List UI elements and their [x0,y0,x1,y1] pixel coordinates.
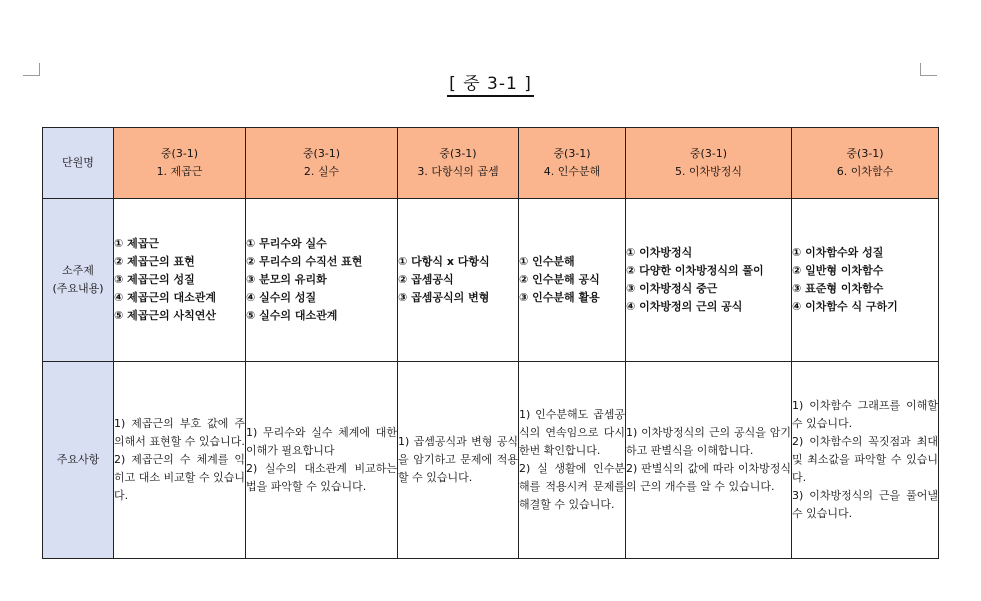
document-title-text: [ 중 3-1 ] [447,74,534,97]
note-item: 1) 제곱근의 부호 값에 주의해서 표현할 수 있습니다. [114,417,245,448]
unit-header-cell [626,128,792,199]
unit-header-cell [792,128,939,199]
note-cell [626,362,792,559]
topic-item: ① 이차방정식 [626,246,693,259]
unit-grade: 중(3-1) [553,147,591,160]
note-item: 2) 실수의 대소관계 비교하는 법을 파악할 수 있습니다. [246,462,397,493]
topic-item: ③ 곱셈공식의 변형 [398,291,490,304]
topic-item: ③ 제곱근의 성질 [114,273,195,286]
unit-header-cell [519,128,626,199]
note-item: 1) 이차방정식의 근의 공식을 암기하고 판별식을 이해합니다. [626,426,791,457]
topic-item: ② 인수분해 공식 [519,273,600,286]
unit-name: 2. 실수 [303,165,340,178]
unit-header-cell [398,128,519,199]
unit-name: 4. 인수분해 [543,165,601,178]
topic-item: ④ 이차함수 식 구하기 [792,300,898,313]
unit-grade: 중(3-1) [439,147,477,160]
note-item: 1) 인수분해도 곱셈공식의 연속임으로 다시 한번 확인합니다. [519,408,625,457]
row-label-topics [43,199,114,362]
note-item: 3) 이차방정식의 근을 풀어낼 수 있습니다. [792,489,938,520]
topic-item: ⑤ 실수의 대소관계 [246,309,338,322]
notes-row [43,362,939,559]
note-item: 1) 곱셈공식과 변형 공식을 암기하고 문제에 적용할 수 있습니다. [398,435,518,484]
topic-item: ⑤ 제곱근의 사칙연산 [114,309,216,322]
topic-cell [114,199,246,362]
unit-grade: 중(3-1) [689,147,728,160]
topic-item: ③ 이차방정식 중근 [626,282,718,295]
note-cell [519,362,626,559]
topic-cell [519,199,626,362]
row-label-unit [43,128,114,199]
topic-item: ③ 인수분해 활용 [519,291,600,304]
row-label-notes [43,362,114,559]
topic-item: ③ 표준형 이차함수 [792,282,884,295]
note-cell [246,362,398,559]
unit-name: 5. 이차방정식 [674,165,743,178]
topic-item: ② 일반형 이차함수 [792,264,884,277]
topic-item: ② 무리수의 수직선 표현 [246,255,363,268]
topic-item: ③ 분모의 유리화 [246,273,327,286]
topic-item: ① 다항식 x 다항식 [398,255,490,268]
row-label-topics-text: 소주제 [62,264,94,277]
row-label-notes-text: 주요사항 [56,453,100,466]
note-item: 2) 제곱근의 수 체계를 익히고 대소 비교할 수 있습니다. [114,453,245,502]
topic-cell [246,199,398,362]
unit-grade: 중(3-1) [160,147,199,160]
note-cell [792,362,939,559]
note-cell [114,362,246,559]
row-label-unit-text: 단원명 [62,156,94,169]
topic-cell [792,199,939,362]
note-item: 1) 무리수와 실수 체계에 대한 이해가 필요합니다 [246,426,397,457]
unit-name: 1. 제곱근 [156,165,203,178]
topic-cell [626,199,792,362]
unit-grade: 중(3-1) [846,147,884,160]
topic-item: ① 무리수와 실수 [246,237,327,250]
topic-item: ② 다양한 이차방정식의 풀이 [626,264,764,277]
topic-item: ① 제곱근 [114,237,160,250]
document-title [0,74,981,97]
curriculum-table [42,127,939,559]
unit-name: 6. 이차함수 [836,165,894,178]
topic-item: ④ 이차방정의 근의 공식 [626,300,743,313]
topic-cell [398,199,519,362]
unit-name-row [43,128,939,199]
note-item: 2) 실 생활에 인수분해를 적용시켜 문제를 해결할 수 있습니다. [519,462,625,511]
unit-header-cell [114,128,246,199]
unit-grade: 중(3-1) [302,147,341,160]
row-label-topics-subtext: (주요내용) [52,282,104,295]
topics-row [43,199,939,362]
topic-item: ② 곱셈공식 [398,273,454,286]
topic-item: ④ 실수의 성질 [246,291,317,304]
note-cell [398,362,519,559]
unit-header-cell [246,128,398,199]
topic-item: ① 인수분해 [519,255,575,268]
note-item: 2) 이차함수의 꼭짓점과 최대 및 최소값을 파악할 수 있습니다. [792,435,938,484]
topic-item: ④ 제곱근의 대소관계 [114,291,216,304]
unit-name: 3. 다항식의 곱셈 [417,165,499,178]
note-item: 1) 이차함수 그래프를 이해할 수 있습니다. [792,399,938,430]
note-item: 2) 판별식의 값에 따라 이차방정식의 근의 개수를 알 수 있습니다. [626,462,791,493]
topic-item: ② 제곱근의 표현 [114,255,195,268]
topic-item: ① 이차함수와 성질 [792,246,884,259]
